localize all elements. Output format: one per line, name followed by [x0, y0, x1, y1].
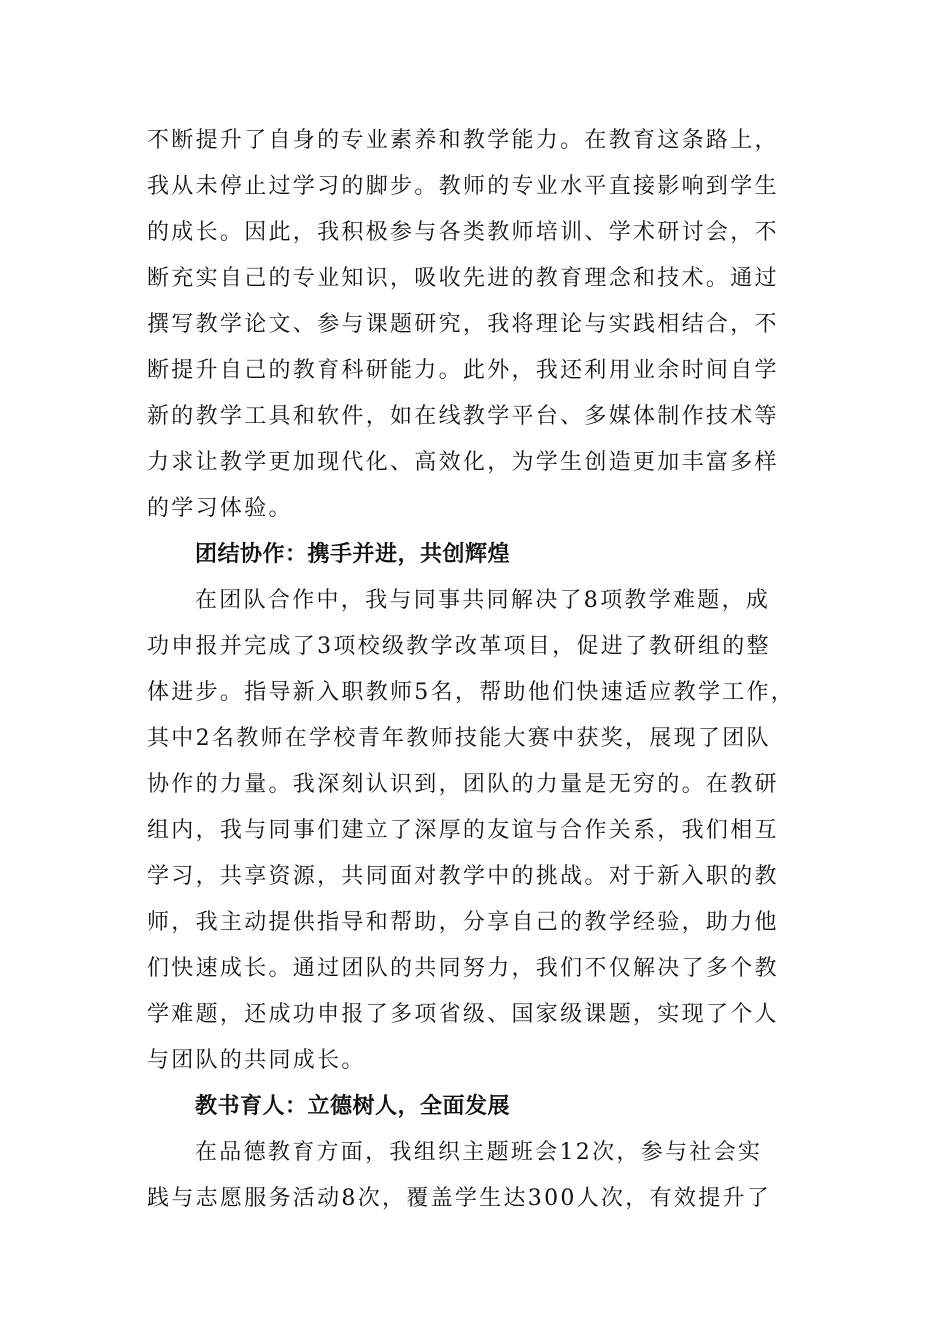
section-heading-teamwork: 团结协作：携手并进，共创辉煌	[195, 542, 511, 567]
text-line: 与团队的共同成长。	[147, 1048, 366, 1073]
text-line: 在团队合作中，我与同事共同解决了8项教学难题，成	[195, 588, 771, 613]
text-line: 学难题，还成功申报了多项省级、国家级课题，实现了个人	[147, 1002, 779, 1027]
text-line: 断提升自己的教育科研能力。此外，我还利用业余时间自学	[147, 358, 779, 383]
paragraph-continuation	[147, 118, 817, 532]
text-line: 新的教学工具和软件，如在线教学平台、多媒体制作技术等	[147, 404, 779, 429]
text-line: 在品德教育方面，我组织主题班会12次，参与社会实	[195, 1140, 763, 1165]
section-heading-education: 教书育人：立德树人，全面发展	[195, 1094, 511, 1119]
document-body	[147, 118, 817, 1222]
text-line: 不断提升了自身的专业素养和教学能力。在教育这条路上，	[147, 128, 779, 153]
text-line: 我从未停止过学习的脚步。教师的专业水平直接影响到学生	[147, 174, 779, 199]
text-line: 协作的力量。我深刻认识到，团队的力量是无穷的。在教研	[147, 772, 779, 797]
text-line: 学习，共享资源，共同面对教学中的挑战。对于新入职的教	[147, 864, 779, 889]
text-line: 体进步。指导新入职教师5名，帮助他们快速适应教学工作，	[147, 680, 796, 705]
text-line: 的学习体验。	[147, 496, 293, 521]
text-line: 撰写教学论文、参与课题研究，我将理论与实践相结合，不	[147, 312, 779, 337]
text-line: 力求让教学更加现代化、高效化，为学生创造更加丰富多样	[147, 450, 779, 475]
text-line: 们快速成长。通过团队的共同努力，我们不仅解决了多个教	[147, 956, 779, 981]
text-line: 师，我主动提供指导和帮助，分享自己的教学经验，助力他	[147, 910, 779, 935]
text-line: 践与志愿服务活动8次，覆盖学生达300人次，有效提升了	[147, 1186, 772, 1211]
text-line: 功申报并完成了3项校级教学改革项目，促进了教研组的整	[147, 634, 771, 659]
text-line: 断充实自己的专业知识，吸收先进的教育理念和技术。通过	[147, 266, 779, 291]
paragraph-teamwork	[147, 578, 817, 1084]
text-line: 其中2名教师在学校青年教师技能大赛中获奖，展现了团队	[147, 726, 771, 751]
text-line: 组内，我与同事们建立了深厚的友谊与合作关系，我们相互	[147, 818, 779, 843]
paragraph-moral-education	[147, 1130, 817, 1222]
text-line: 的成长。因此，我积极参与各类教师培训、学术研讨会，不	[147, 220, 779, 245]
